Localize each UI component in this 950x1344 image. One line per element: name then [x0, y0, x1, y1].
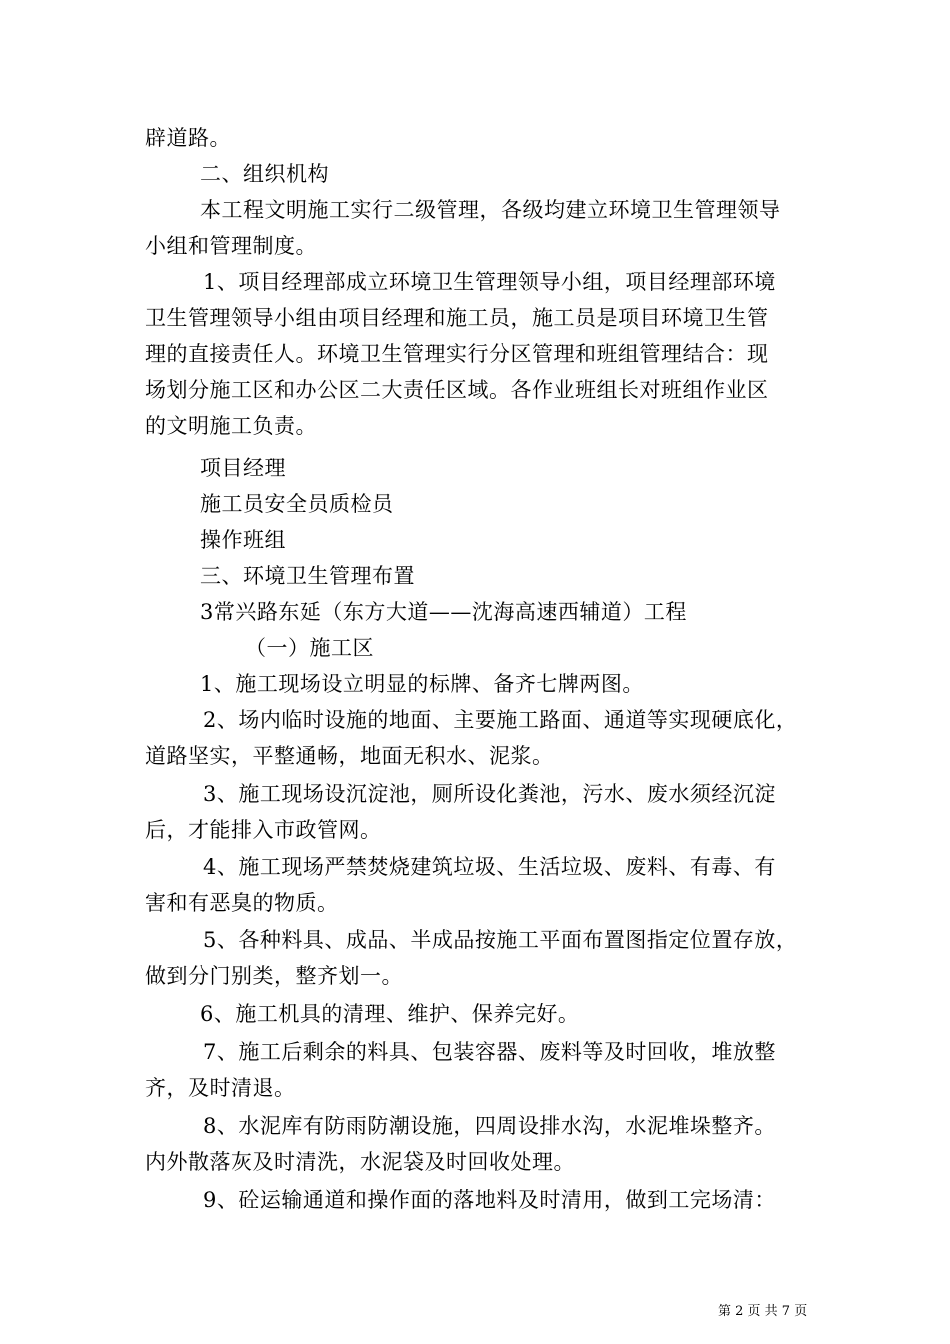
- section-heading: 三、环境卫生管理布置: [200, 564, 415, 588]
- text-line: 1、项目经理部成立环境卫生管理领导小组，项目经理部环境: [203, 270, 776, 294]
- text-line: 9、砼运输通道和操作面的落地料及时清用，做到工完场清：: [203, 1188, 776, 1212]
- text-line: 7、施工后剩余的料具、包装容器、废料等及时回收，堆放整: [203, 1040, 776, 1064]
- text-line: 小组和管理制度。: [145, 234, 317, 258]
- text-line: 做到分门别类，整齐划一。: [145, 964, 403, 988]
- text-line: 害和有恶臭的物质。: [145, 891, 339, 915]
- project-title: 3常兴路东延（东方大道——沈海高速西辅道）工程: [200, 600, 687, 624]
- section-heading: 二、组织机构: [200, 162, 329, 186]
- org-chart-item: 施工员安全员质检员: [200, 492, 394, 516]
- text-line: 4、施工现场严禁焚烧建筑垃圾、生活垃圾、废料、有毒、有: [203, 855, 776, 879]
- org-chart-item: 操作班组: [200, 528, 286, 552]
- text-line: 的文明施工负责。: [145, 414, 317, 438]
- text-line: 道路坚实，平整通畅，地面无积水、泥浆。: [145, 744, 554, 768]
- text-line: 理的直接责任人。环境卫生管理实行分区管理和班组管理结合：现: [145, 342, 769, 366]
- text-line: 2、场内临时设施的地面、主要施工路面、通道等实现硬底化，: [203, 708, 798, 732]
- text-line: 6、施工机具的清理、维护、保养完好。: [200, 1002, 580, 1026]
- text-line: 内外散落灰及时清洗，水泥袋及时回收处理。: [145, 1150, 575, 1174]
- text-line: 3、施工现场设沉淀池，厕所设化粪池，污水、废水须经沉淀: [203, 782, 776, 806]
- text-line: 后，才能排入市政管网。: [145, 818, 382, 842]
- text-line: 5、各种料具、成品、半成品按施工平面布置图指定位置存放，: [203, 928, 798, 952]
- text-line: 本工程文明施工实行二级管理，各级均建立环境卫生管理领导: [200, 198, 781, 222]
- org-chart-item: 项目经理: [200, 456, 286, 480]
- page-number-footer: 第 2 页 共 7 页: [718, 1304, 808, 1319]
- text-line: 齐，及时清退。: [145, 1076, 296, 1100]
- text-line: 8、水泥库有防雨防潮设施，四周设排水沟，水泥堆垛整齐。: [203, 1114, 776, 1138]
- subsection-heading: （一）施工区: [245, 636, 374, 660]
- text-line: 场划分施工区和办公区二大责任区域。各作业班组长对班组作业区: [145, 378, 769, 402]
- text-line: 1、施工现场设立明显的标牌、备齐七牌两图。: [200, 672, 644, 696]
- text-line: 卫生管理领导小组由项目经理和施工员，施工员是项目环境卫生管: [145, 306, 769, 330]
- text-line: 辟道路。: [145, 126, 231, 150]
